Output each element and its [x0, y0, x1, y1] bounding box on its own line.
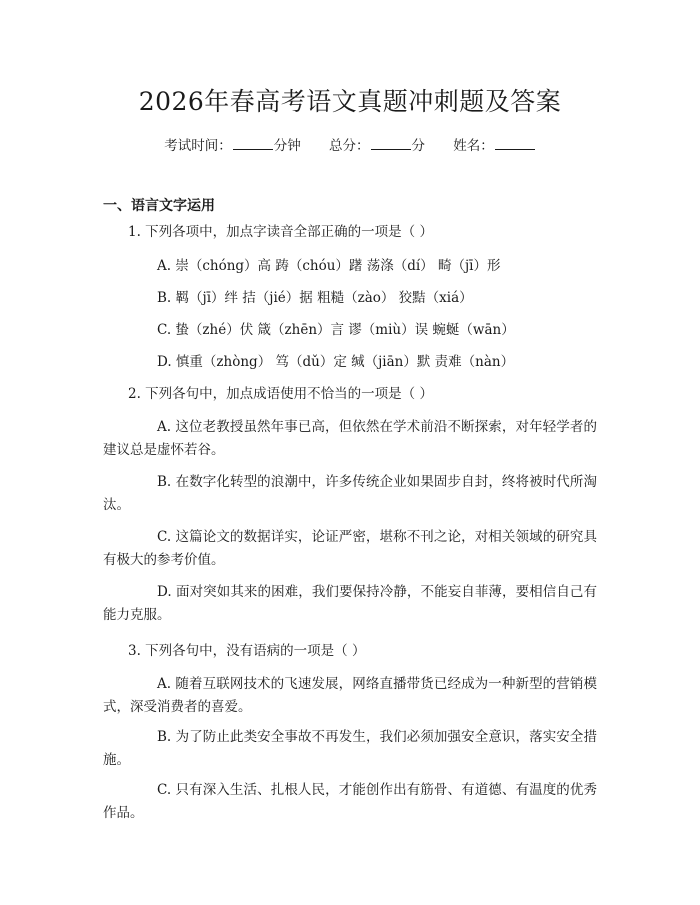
student-name-field: [453, 134, 536, 154]
total-score-unit: 分: [411, 138, 425, 154]
question-1-option-b: B. 羁（jī）绊 拮（jié）据 粗糙（zào） 狡黠（xiá）: [157, 290, 473, 306]
question-1-option-c: C. 蛰（zhé）伏 箴（zhēn）言 谬（miù）误 蜿蜒（wān）: [157, 322, 515, 338]
question-2-option-a: A. 这位老教授虽然年事已高，但依然在学术前沿不断探索，对年轻学者的建议总是虚怀若谷。: [103, 419, 597, 458]
student-name-blank[interactable]: [495, 137, 535, 150]
section-heading: 一、语言文字运用: [103, 198, 215, 214]
question-1-option-d: D. 慎重（zhòng） 笃（dǔ）定 缄（jiān）默 责难（nàn）: [157, 354, 515, 370]
question-2-option-c: C. 这篇论文的数据详实，论证严密，堪称不刊之论，对相关领域的研究具有极大的参考价值。: [103, 529, 597, 568]
question-3-option-c: C. 只有深入生活、扎根人民，才能创作出有筋骨、有道德、有温度的优秀作品。: [103, 782, 597, 821]
exam-time-field: [164, 134, 301, 154]
total-score-blank[interactable]: [371, 137, 411, 150]
exam-time-unit: 分钟: [273, 138, 301, 154]
exam-time-blank[interactable]: [233, 137, 273, 150]
question-stem-1: 1. 下列各项中，加点字读音全部正确的一项是（ ）: [128, 224, 433, 240]
student-name-label: 姓名：: [453, 138, 494, 154]
question-3-option-b: B. 为了防止此类安全事故不再发生，我们必须加强安全意识，落实安全措施。: [103, 729, 597, 768]
question-stem-3: 3. 下列各句中，没有语病的一项是（ ）: [128, 643, 366, 659]
total-score-label: 总分：: [329, 138, 370, 154]
question-stem-2: 2. 下列各句中，加点成语使用不恰当的一项是（ ）: [128, 386, 433, 402]
question-1-option-a: A. 崇（chóng）高 踌（chóu）躇 荡涤（dí） 畸（jī）形: [157, 258, 501, 274]
question-2-option-d: D. 面对突如其来的困难，我们要保持冷静，不能妄自菲薄，要相信自己有能力克服。: [103, 584, 597, 623]
exam-time-label: 考试时间：: [164, 138, 232, 154]
question-2-option-b: B. 在数字化转型的浪潮中，许多传统企业如果固步自封，终将被时代所淘汰。: [103, 474, 597, 513]
question-3-option-a: A. 随着互联网技术的飞速发展，网络直播带货已经成为一种新型的营销模式，深受消费者的喜爱。: [103, 676, 597, 715]
exam-info-line: [0, 134, 700, 154]
total-score-field: [329, 134, 425, 154]
question-list: [103, 222, 597, 832]
page-title: 2026年春高考语文真题冲刺题及答案: [138, 87, 562, 116]
